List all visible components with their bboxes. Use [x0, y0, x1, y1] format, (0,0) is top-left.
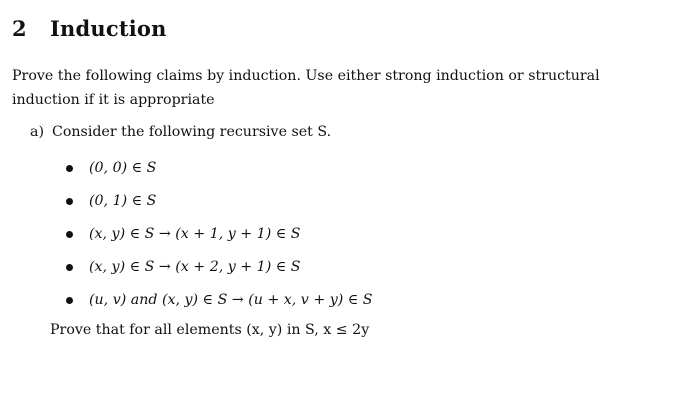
rule-item [66, 160, 373, 193]
rule-text: (x, y) ∈ S → (x + 1, y + 1) ∈ S [89, 226, 301, 242]
part-a-heading [30, 124, 331, 140]
part-a-text: Consider the following recursive set S. [52, 124, 332, 140]
bullet-icon [66, 165, 73, 172]
part-a-label: a) [30, 124, 44, 140]
bullet-icon [66, 231, 73, 238]
section-heading [12, 16, 167, 41]
claim-statement: Prove that for all elements (x, y) in S, x ≤ 2y [50, 322, 370, 338]
section-title: Induction [50, 16, 167, 41]
bullet-icon [66, 198, 73, 205]
bullet-icon [66, 297, 73, 304]
rule-text: (u, v) and (x, y) ∈ S → (u + x, v + y) ∈ S [89, 292, 373, 308]
rule-item [66, 259, 373, 292]
bullet-icon [66, 264, 73, 271]
rule-text: (0, 1) ∈ S [89, 193, 157, 209]
rule-text: (0, 0) ∈ S [89, 160, 157, 176]
rule-item [66, 193, 373, 226]
rule-item [66, 292, 373, 325]
intro-paragraph: Prove the following claims by induction. Use either strong induction or structural induction if it is appropriate [12, 68, 600, 108]
recursive-rules-list [66, 160, 373, 325]
rule-text: (x, y) ∈ S → (x + 2, y + 1) ∈ S [89, 259, 301, 275]
rule-item [66, 226, 373, 259]
section-number: 2 [12, 16, 27, 41]
